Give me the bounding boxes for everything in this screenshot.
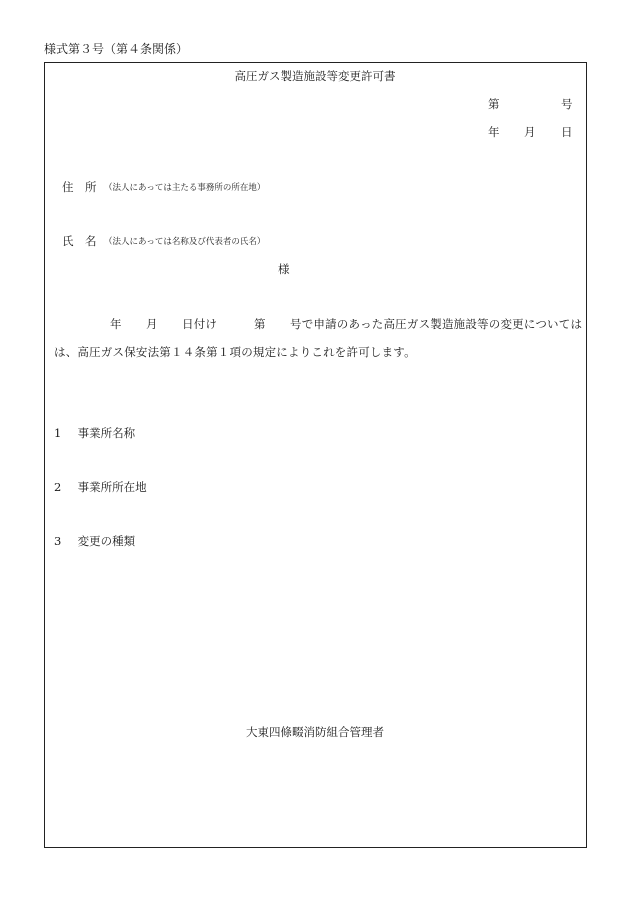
item-number: 1 — [54, 426, 62, 440]
honorific: 様 — [278, 262, 290, 276]
body-year: 年 — [110, 317, 122, 331]
item-1 — [54, 425, 135, 441]
date-month: 月 — [524, 125, 536, 139]
item-label: 事業所所在地 — [77, 480, 147, 494]
body-number-prefix: 第 — [254, 317, 266, 331]
number-suffix: 号 — [561, 97, 573, 111]
number-prefix: 第 — [488, 97, 500, 111]
document-title: 高圧ガス製造施設等変更許可書 — [234, 69, 396, 83]
issuer-name: 大東四條畷消防組合管理者 — [246, 725, 384, 739]
name-note: （法人にあっては名称及び代表者の氏名） — [104, 237, 266, 247]
item-number: 2 — [54, 480, 62, 494]
item-3 — [54, 533, 135, 549]
address-note: （法人にあっては主たる事務所の所在地） — [104, 183, 266, 193]
address-label: 住 所 — [62, 180, 97, 194]
name-label: 氏 名 — [62, 234, 97, 248]
body-line1-rest: 号で申請のあった高圧ガス製造施設等の変更については — [290, 317, 583, 331]
item-label: 変更の種類 — [77, 534, 136, 548]
date-day: 日 — [561, 125, 573, 139]
form-number-label: 様式第３号（第４条関係） — [44, 42, 189, 56]
body-month: 月 — [146, 317, 158, 331]
body-line2: は、高圧ガス保安法第１４条第１項の規定によりこれを許可します。 — [54, 345, 416, 359]
date-year: 年 — [488, 125, 500, 139]
item-number: 3 — [54, 534, 62, 548]
item-label: 事業所名称 — [77, 426, 136, 440]
body-dated: 日付け — [182, 317, 218, 331]
item-2 — [54, 479, 147, 495]
